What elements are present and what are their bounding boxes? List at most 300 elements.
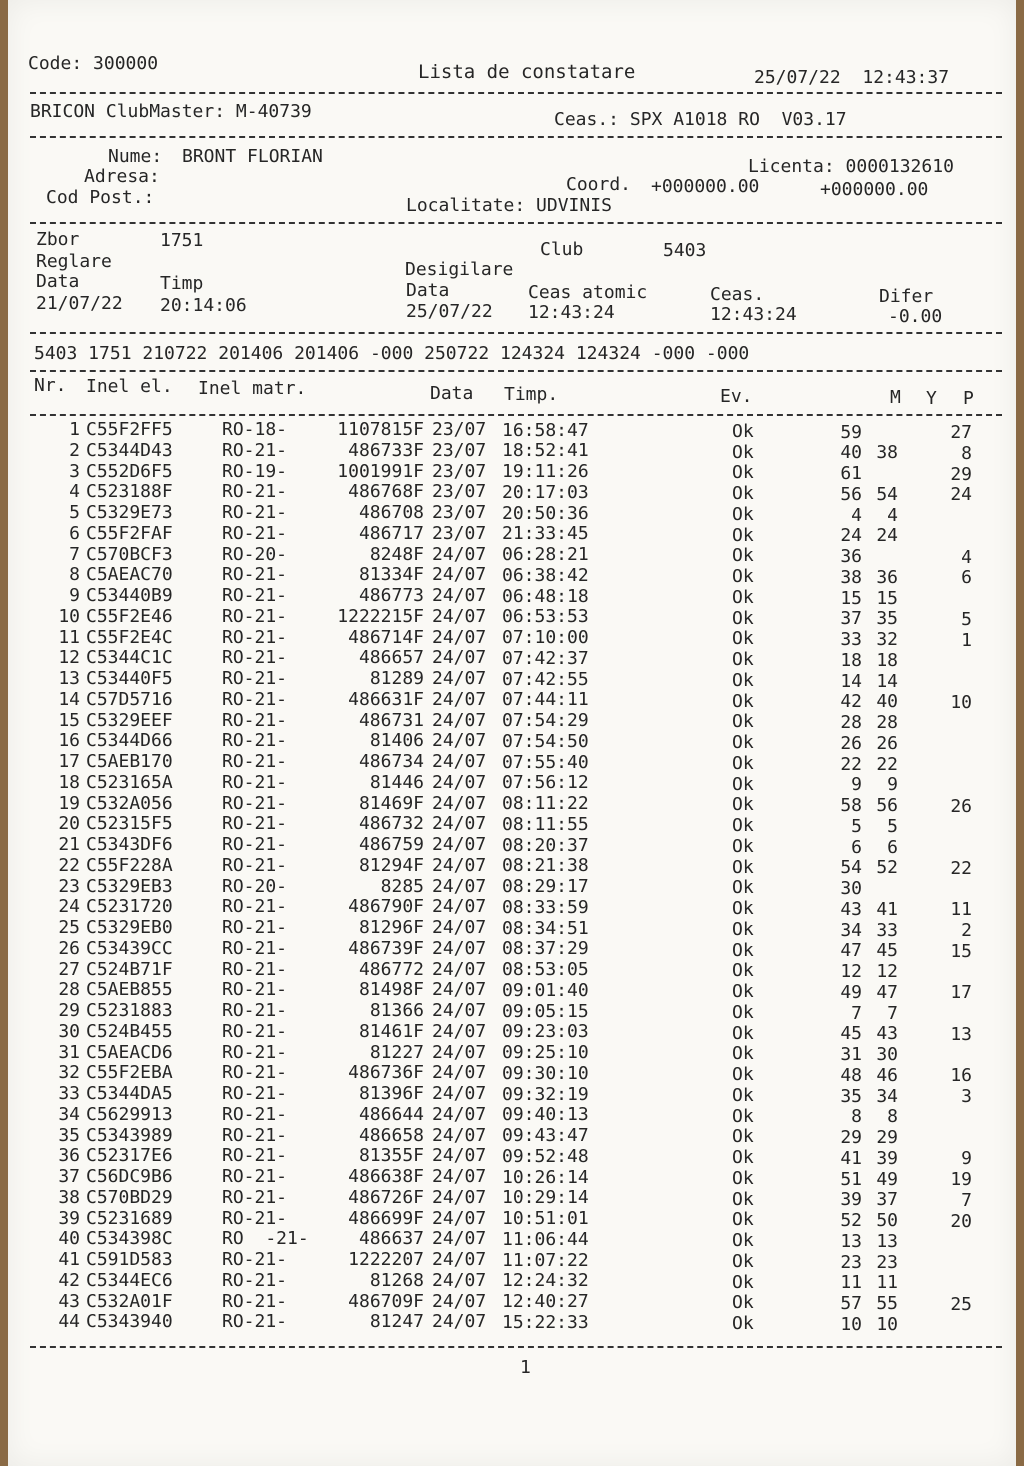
row-inel-el: C55F2FF5 <box>86 419 173 440</box>
row-ev: Ok <box>732 877 754 899</box>
row-y: 7 <box>887 1002 898 1024</box>
row-timp: 08:11:55 <box>502 813 589 835</box>
row-inel-el: C5343DF6 <box>86 834 173 855</box>
row-ev: Ok <box>732 1147 754 1169</box>
row-inel-prefix: RO-20- <box>222 875 288 897</box>
row-inel-prefix: RO -21- <box>222 1228 309 1250</box>
row-ev: Ok <box>732 462 754 484</box>
row-ev: Ok <box>732 1001 754 1023</box>
row-data: 24/07 <box>432 585 487 607</box>
row-timp: 12:24:32 <box>502 1270 589 1292</box>
row-m: 38 <box>840 566 862 588</box>
row-data: 24/07 <box>432 1311 487 1333</box>
desig-data-label: Data <box>406 280 450 301</box>
row-nr: 16 <box>58 730 80 752</box>
row-inel-number: 1222215F <box>337 605 424 627</box>
reglare-timp-label: Timp <box>160 273 204 294</box>
row-m: 41 <box>840 1147 862 1169</box>
row-y: 38 <box>876 442 898 464</box>
row-inel-prefix: RO-18- <box>222 419 288 440</box>
row-nr: 40 <box>58 1228 80 1250</box>
row-p: 19 <box>950 1169 972 1191</box>
zbor-label: Zbor <box>36 229 80 250</box>
row-ev: Ok <box>732 607 754 629</box>
row-ev: Ok <box>732 752 754 774</box>
row-ev: Ok <box>732 441 754 463</box>
row-ev: Ok <box>732 1084 754 1106</box>
row-inel-prefix: RO-21- <box>222 917 288 938</box>
row-p: 17 <box>950 982 972 1004</box>
row-data: 24/07 <box>432 1062 487 1084</box>
row-nr: 38 <box>58 1186 80 1208</box>
row-inel-el: C5344C1C <box>86 647 173 669</box>
row-data: 24/07 <box>432 1020 487 1042</box>
row-m: 54 <box>840 857 862 879</box>
row-inel-prefix: RO-21- <box>222 647 288 669</box>
row-y: 24 <box>876 525 898 547</box>
row-timp: 07:42:55 <box>502 668 589 690</box>
difer-label: Difer <box>879 286 934 307</box>
row-inel-number: 486790F <box>348 896 424 918</box>
row-ev: Ok <box>732 1209 754 1231</box>
row-data: 24/07 <box>432 771 487 793</box>
row-nr: 24 <box>58 896 80 918</box>
row-inel-el: C5344EC6 <box>86 1269 173 1291</box>
row-timp: 10:29:14 <box>502 1187 589 1209</box>
row-inel-el: C5AEB170 <box>86 751 173 772</box>
row-nr: 5 <box>69 502 80 523</box>
row-nr: 44 <box>58 1311 80 1333</box>
row-data: 24/07 <box>432 1041 487 1063</box>
row-p: 2 <box>961 920 972 942</box>
row-ev: Ok <box>732 1126 754 1148</box>
row-data: 23/07 <box>432 460 487 482</box>
row-p: 5 <box>961 608 972 630</box>
row-inel-number: 8285 <box>380 875 424 897</box>
row-timp: 09:40:13 <box>502 1104 589 1126</box>
row-inel-prefix: RO-21- <box>222 834 288 855</box>
row-ev: Ok <box>732 420 754 442</box>
row-inel-number: 81461F <box>358 1020 424 1042</box>
club-value: 5403 <box>663 240 707 261</box>
row-ev: Ok <box>732 773 754 795</box>
row-inel-prefix: RO-21- <box>222 564 288 586</box>
separator <box>30 136 1002 138</box>
row-timp: 20:50:36 <box>502 502 589 524</box>
row-y: 39 <box>876 1147 898 1169</box>
row-inel-el: C5231689 <box>86 1207 173 1229</box>
row-p: 20 <box>950 1210 972 1232</box>
desig-data: 25/07/22 <box>406 301 493 322</box>
row-inel-el: C55F228A <box>86 854 173 876</box>
row-inel-prefix: RO-21- <box>222 1269 288 1291</box>
row-inel-number: 486768F <box>348 481 424 503</box>
row-inel-prefix: RO-21- <box>222 668 288 689</box>
row-inel-number: 486731 <box>358 709 424 731</box>
ceas-label: Ceas. <box>710 284 765 305</box>
row-inel-prefix: RO-21- <box>222 1062 288 1084</box>
row-data: 24/07 <box>432 917 487 939</box>
row-nr: 25 <box>58 917 80 938</box>
row-y: 10 <box>876 1313 898 1335</box>
row-timp: 08:29:17 <box>502 876 589 898</box>
row-timp: 08:33:59 <box>502 896 589 918</box>
row-inel-number: 486714F <box>348 626 424 648</box>
reglare-timp: 20:14:06 <box>160 295 247 316</box>
row-m: 11 <box>840 1272 862 1294</box>
row-timp: 06:28:21 <box>502 544 589 566</box>
row-data: 24/07 <box>432 958 487 980</box>
row-ev: Ok <box>732 649 754 671</box>
row-timp: 20:17:03 <box>502 481 589 503</box>
row-inel-prefix: RO-21- <box>222 626 288 648</box>
ceas-atomic-label: Ceas atomic <box>528 282 648 303</box>
row-ev: Ok <box>732 815 754 837</box>
row-inel-prefix: RO-21- <box>222 792 288 814</box>
row-inel-prefix: RO-21- <box>222 1290 288 1312</box>
row-inel-number: 486637 <box>358 1228 424 1250</box>
print-datetime: 25/07/22 12:43:37 <box>754 67 950 88</box>
row-y: 14 <box>876 670 898 692</box>
coord-y: +000000.00 <box>820 179 929 200</box>
clock-id: Ceas.: SPX A1018 RO V03.17 <box>554 109 847 130</box>
row-inel-number: 486772 <box>358 958 424 980</box>
row-m: 14 <box>840 670 862 692</box>
row-inel-el: C523165A <box>86 771 173 793</box>
row-data: 24/07 <box>432 1103 487 1125</box>
row-inel-prefix: RO-21- <box>222 1145 288 1167</box>
row-inel-el: C5343989 <box>86 1124 173 1146</box>
row-p: 9 <box>961 1148 972 1170</box>
row-ev: Ok <box>732 483 754 505</box>
row-timp: 09:25:10 <box>502 1042 589 1064</box>
row-inel-el: C52315F5 <box>86 813 173 835</box>
row-ev: Ok <box>732 545 754 567</box>
row-p: 4 <box>961 546 972 568</box>
row-nr: 17 <box>58 751 80 772</box>
row-nr: 30 <box>58 1020 80 1042</box>
row-data: 24/07 <box>432 1145 487 1167</box>
row-timp: 07:56:12 <box>502 772 589 794</box>
row-ev: Ok <box>732 1022 754 1044</box>
row-p: 24 <box>950 484 972 506</box>
row-inel-el: C5344DA5 <box>86 1083 173 1104</box>
row-inel-number: 81396F <box>358 1083 424 1104</box>
row-data: 24/07 <box>432 730 487 752</box>
row-inel-prefix: RO-20- <box>222 543 288 565</box>
row-ev: Ok <box>732 566 754 588</box>
row-inel-prefix: RO-21- <box>222 1083 288 1104</box>
row-nr: 4 <box>69 481 80 503</box>
row-inel-el: C5344D66 <box>86 730 173 752</box>
row-ev: Ok <box>732 669 754 691</box>
row-nr: 43 <box>58 1290 80 1312</box>
row-inel-number: 1001991F <box>337 460 424 482</box>
row-y: 45 <box>876 940 898 962</box>
row-timp: 06:48:18 <box>502 585 589 607</box>
row-data: 23/07 <box>432 502 487 524</box>
row-y: 37 <box>876 1189 898 1211</box>
row-y: 15 <box>876 587 898 609</box>
row-y: 47 <box>876 981 898 1003</box>
row-timp: 08:37:29 <box>502 938 589 960</box>
reglare-label: Reglare <box>36 251 112 272</box>
zbor-value: 1751 <box>160 230 204 251</box>
row-m: 4 <box>851 504 862 526</box>
row-nr: 6 <box>69 522 80 544</box>
row-y: 56 <box>876 795 898 817</box>
row-inel-number: 81498F <box>358 979 424 1001</box>
row-inel-prefix: RO-19- <box>222 460 288 482</box>
row-data: 24/07 <box>432 979 487 1001</box>
row-inel-prefix: RO-21- <box>222 813 288 835</box>
row-nr: 12 <box>58 647 80 669</box>
row-nr: 21 <box>58 834 80 855</box>
row-data: 24/07 <box>432 1228 487 1250</box>
row-m: 48 <box>840 1064 862 1086</box>
row-timp: 08:34:51 <box>502 917 589 939</box>
row-inel-el: C55F2E4C <box>86 626 173 648</box>
coord-label: Coord. <box>566 174 632 195</box>
row-nr: 8 <box>69 564 80 586</box>
printout-page <box>8 0 1016 1466</box>
difer-value: -0.00 <box>888 306 943 327</box>
row-inel-prefix: RO-21- <box>222 1166 288 1187</box>
col-nr: Nr. <box>34 375 67 396</box>
row-y: 22 <box>876 753 898 775</box>
row-inel-prefix: RO-21- <box>222 937 288 959</box>
code-label: Code: 300000 <box>28 53 159 74</box>
row-m: 18 <box>840 649 862 671</box>
row-inel-number: 1107815F <box>337 419 424 440</box>
row-data: 24/07 <box>432 668 487 690</box>
row-inel-number: 486699F <box>348 1207 424 1229</box>
row-p: 29 <box>950 463 972 485</box>
row-y: 33 <box>876 919 898 941</box>
row-inel-el: C5329EB0 <box>86 917 173 938</box>
row-nr: 34 <box>58 1103 80 1125</box>
row-m: 45 <box>840 1023 862 1045</box>
row-inel-number: 486638F <box>348 1166 424 1187</box>
row-data: 24/07 <box>432 1124 487 1146</box>
row-inel-number: 486709F <box>348 1290 424 1312</box>
row-m: 61 <box>840 463 862 484</box>
row-ev: Ok <box>732 981 754 1003</box>
row-inel-number: 486773 <box>358 585 424 606</box>
row-m: 47 <box>840 940 862 962</box>
row-timp: 08:53:05 <box>502 959 589 981</box>
desigilare-label: Desigilare <box>405 259 514 280</box>
row-inel-prefix: RO-21- <box>222 1186 288 1208</box>
row-ev: Ok <box>732 939 754 961</box>
row-data: 24/07 <box>432 1269 487 1291</box>
row-data: 24/07 <box>432 1000 487 1022</box>
row-timp: 09:52:48 <box>502 1145 589 1167</box>
row-inel-prefix: RO-21- <box>222 771 288 793</box>
row-inel-prefix: RO-21- <box>222 1311 288 1333</box>
row-p: 27 <box>950 422 972 444</box>
col-ev: Ev. <box>720 386 753 407</box>
row-timp: 09:32:19 <box>502 1083 589 1105</box>
row-m: 22 <box>840 753 862 775</box>
row-inel-prefix: RO-21- <box>222 502 288 523</box>
row-m: 36 <box>840 546 862 567</box>
row-data: 24/07 <box>432 543 487 565</box>
row-timp: 08:11:22 <box>502 793 589 815</box>
row-m: 43 <box>840 898 862 920</box>
row-ev: Ok <box>732 1167 754 1189</box>
row-p: 13 <box>950 1023 972 1045</box>
clubmaster-id: BRICON ClubMaster: M-40739 <box>30 101 312 122</box>
row-inel-el: C5AEAC70 <box>86 564 173 586</box>
row-timp: 21:33:45 <box>502 523 589 545</box>
row-inel-el: C5329EB3 <box>86 875 173 897</box>
row-inel-prefix: RO-21- <box>222 1041 288 1063</box>
row-ev: Ok <box>732 690 754 712</box>
row-inel-el: C534398C <box>86 1228 173 1250</box>
summary-line: 5403 1751 210722 201406 201406 -000 250722 124324 124324 -000 -000 <box>34 343 750 364</box>
row-inel-el: C570BD29 <box>86 1186 173 1208</box>
row-m: 51 <box>840 1168 862 1190</box>
row-inel-prefix: RO-21- <box>222 751 288 772</box>
row-inel-number: 486732 <box>358 813 424 835</box>
row-data: 23/07 <box>432 481 487 503</box>
row-nr: 36 <box>58 1145 80 1167</box>
row-nr: 26 <box>58 937 80 959</box>
row-inel-el: C55F2FAF <box>86 522 173 544</box>
row-inel-el: C532A056 <box>86 792 173 814</box>
row-timp: 12:40:27 <box>502 1291 589 1313</box>
separator <box>30 414 1002 416</box>
row-y: 52 <box>876 857 898 879</box>
col-timp: Timp. <box>504 384 559 405</box>
row-inel-prefix: RO-21- <box>222 854 288 876</box>
row-y: 40 <box>876 691 898 713</box>
row-ev: Ok <box>732 524 754 546</box>
row-timp: 08:21:38 <box>502 855 589 877</box>
row-data: 24/07 <box>432 626 487 648</box>
row-inel-number: 486631F <box>348 688 424 710</box>
row-inel-number: 486657 <box>358 647 424 669</box>
row-data: 24/07 <box>432 564 487 586</box>
row-m: 13 <box>840 1230 862 1252</box>
row-nr: 3 <box>69 460 80 482</box>
row-ev: Ok <box>732 1105 754 1127</box>
row-nr: 29 <box>58 1000 80 1021</box>
page-number: 1 <box>520 1357 531 1378</box>
row-inel-prefix: RO-21- <box>222 709 288 731</box>
row-nr: 20 <box>58 813 80 835</box>
ceas-atomic-value: 12:43:24 <box>528 302 615 323</box>
row-inel-number: 81296F <box>358 917 424 938</box>
row-nr: 10 <box>58 605 80 627</box>
row-y: 55 <box>876 1293 898 1315</box>
row-data: 24/07 <box>432 875 487 897</box>
row-nr: 7 <box>69 543 80 565</box>
row-ev: Ok <box>732 1043 754 1065</box>
row-inel-el: C523188F <box>86 481 173 503</box>
row-inel-number: 486736F <box>348 1062 424 1084</box>
row-inel-el: C5344D43 <box>86 439 173 461</box>
row-y: 26 <box>876 732 898 754</box>
row-nr: 13 <box>58 668 80 689</box>
row-y: 23 <box>876 1251 898 1273</box>
row-p: 25 <box>950 1293 972 1315</box>
row-m: 5 <box>851 815 862 837</box>
row-m: 10 <box>840 1313 862 1335</box>
row-nr: 32 <box>58 1062 80 1084</box>
row-timp: 10:26:14 <box>502 1166 589 1188</box>
row-y: 11 <box>876 1272 898 1294</box>
row-m: 12 <box>840 961 862 982</box>
row-inel-prefix: RO-21- <box>222 730 288 752</box>
row-y: 30 <box>876 1044 898 1066</box>
row-inel-prefix: RO-21- <box>222 688 288 710</box>
row-inel-number: 486734 <box>358 751 424 772</box>
row-y: 4 <box>887 504 898 526</box>
row-inel-number: 1222207 <box>348 1249 424 1270</box>
owner-name: BRONT FLORIAN <box>182 146 323 167</box>
row-inel-number: 486759 <box>358 834 424 855</box>
row-data: 24/07 <box>432 813 487 835</box>
row-y: 34 <box>876 1085 898 1107</box>
row-inel-prefix: RO-21- <box>222 1000 288 1021</box>
row-timp: 07:54:50 <box>502 730 589 752</box>
row-data: 24/07 <box>432 1207 487 1229</box>
row-nr: 37 <box>58 1166 80 1187</box>
row-inel-number: 81469F <box>358 792 424 814</box>
row-m: 24 <box>840 525 862 547</box>
row-m: 8 <box>851 1106 862 1128</box>
row-data: 24/07 <box>432 605 487 627</box>
row-y: 18 <box>876 649 898 671</box>
coord-x: +000000.00 <box>651 176 760 197</box>
row-y: 8 <box>887 1106 898 1128</box>
row-m: 29 <box>840 1127 862 1148</box>
row-y: 28 <box>876 712 898 734</box>
row-timp: 09:43:47 <box>502 1125 589 1147</box>
row-m: 26 <box>840 732 862 754</box>
row-p: 26 <box>950 795 972 817</box>
row-y: 50 <box>876 1210 898 1232</box>
row-timp: 11:06:44 <box>502 1228 589 1250</box>
row-inel-prefix: RO-21- <box>222 1124 288 1146</box>
row-nr: 35 <box>58 1124 80 1146</box>
row-timp: 09:30:10 <box>502 1062 589 1084</box>
row-ev: Ok <box>732 856 754 878</box>
row-m: 40 <box>840 442 862 464</box>
row-nr: 19 <box>58 792 80 814</box>
row-timp: 07:42:37 <box>502 647 589 669</box>
row-nr: 2 <box>69 439 80 461</box>
row-inel-number: 81294F <box>358 854 424 876</box>
row-timp: 09:01:40 <box>502 979 589 1001</box>
row-timp: 15:22:33 <box>502 1311 589 1333</box>
row-y: 29 <box>876 1127 898 1149</box>
col-inel-matr: Inel matr. <box>198 378 307 399</box>
row-ev: Ok <box>732 1230 754 1252</box>
row-ev: Ok <box>732 1313 754 1335</box>
row-nr: 27 <box>58 958 80 980</box>
row-inel-number: 486717 <box>358 522 424 544</box>
row-inel-el: C53440B9 <box>86 585 173 606</box>
row-y: 6 <box>887 836 898 858</box>
row-inel-el: C55F2EBA <box>86 1062 173 1084</box>
row-nr: 14 <box>58 688 80 710</box>
row-timp: 10:51:01 <box>502 1208 589 1230</box>
row-nr: 42 <box>58 1269 80 1291</box>
row-inel-number: 81289 <box>369 668 424 689</box>
